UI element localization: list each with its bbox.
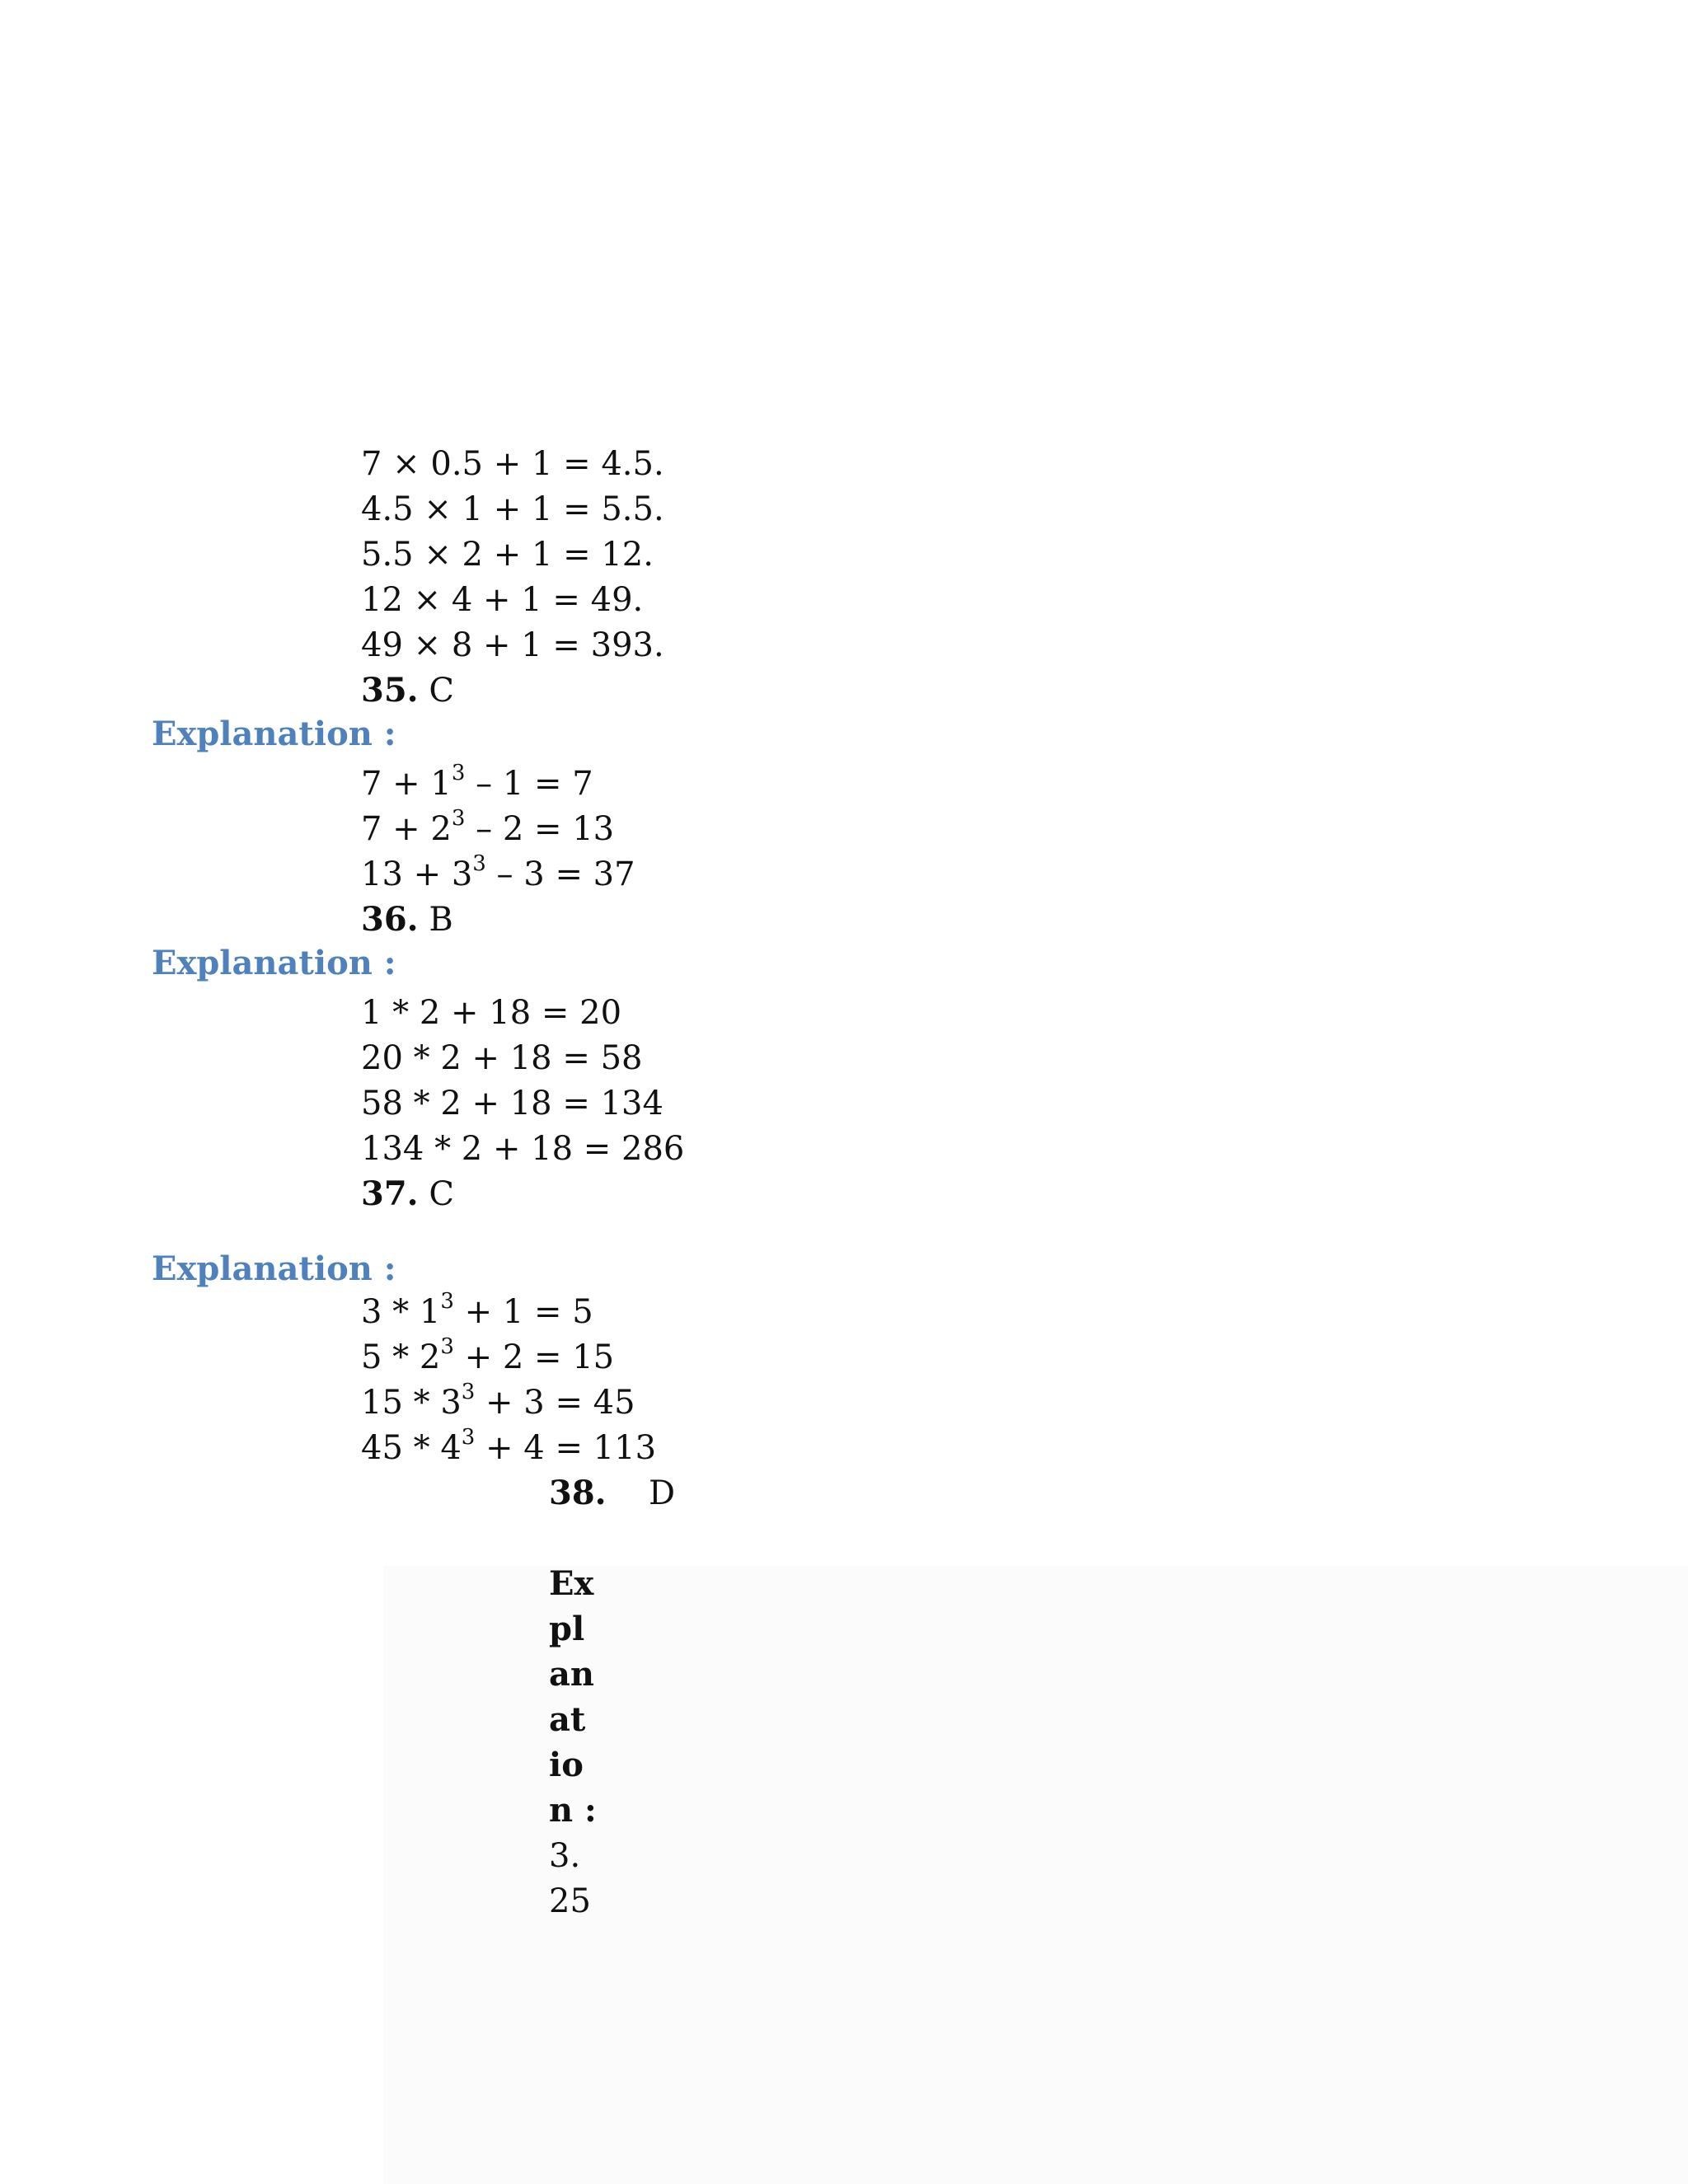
calc-line: $7 + 2^3 - 2 = 13$ bbox=[361, 805, 615, 848]
calc-line: $3 * 1^3 + 1 = 5$ bbox=[361, 1288, 593, 1331]
value-fragment: 3. bbox=[549, 1837, 581, 1875]
calc-line: $15 * 3^3 + 3 = 45$ bbox=[361, 1379, 635, 1422]
question-number: 36. bbox=[361, 900, 419, 939]
calc-line: 58 * 2 + 18 = 134 bbox=[361, 1085, 663, 1122]
calc-line: 49 × 8 + 1 = 393. bbox=[361, 626, 664, 664]
explanation-fragment: n : bbox=[549, 1791, 597, 1830]
calc-line: 1 * 2 + 18 = 20 bbox=[361, 994, 622, 1032]
explanation-fragment: pl bbox=[549, 1610, 585, 1648]
explanation-fragment: at bbox=[549, 1700, 586, 1739]
question-number: 38. bbox=[549, 1474, 607, 1512]
explanation-label: Explanation : bbox=[152, 715, 396, 753]
calc-line: 12 × 4 + 1 = 49. bbox=[361, 581, 644, 619]
value-fragment: 25 bbox=[549, 1882, 591, 1920]
calc-line: 134 * 2 + 18 = 286 bbox=[361, 1130, 685, 1168]
question-answer: C bbox=[429, 672, 454, 710]
question-answer: D bbox=[649, 1474, 676, 1512]
question-37-header bbox=[361, 1173, 454, 1216]
calc-line: 5.5 × 2 + 1 = 12. bbox=[361, 536, 654, 574]
calc-line: $45 * 4^3 + 4 = 113$ bbox=[361, 1424, 657, 1467]
question-answer: C bbox=[429, 1175, 454, 1213]
calc-line: $13 + 3^3 - 3 = 37$ bbox=[361, 851, 635, 893]
question-35-header bbox=[361, 669, 454, 712]
calc-line: 7 × 0.5 + 1 = 4.5. bbox=[361, 445, 664, 483]
explanation-label: Explanation : bbox=[152, 1249, 396, 1288]
question-number: 37. bbox=[361, 1174, 419, 1213]
explanation-fragment: Ex bbox=[549, 1564, 594, 1603]
calc-line: 20 * 2 + 18 = 58 bbox=[361, 1039, 643, 1077]
calc-line: $5 * 2^3 + 2 = 15$ bbox=[361, 1333, 615, 1376]
question-number: 35. bbox=[361, 671, 419, 710]
explanation-label: Explanation : bbox=[152, 944, 396, 982]
calc-line: 4.5 × 1 + 1 = 5.5. bbox=[361, 490, 664, 528]
explanation-fragment: io bbox=[549, 1746, 584, 1784]
explanation-fragment: an bbox=[549, 1655, 594, 1694]
question-answer: B bbox=[429, 901, 453, 939]
calc-line: $7 + 1^3 - 1 = 7$ bbox=[361, 760, 593, 803]
question-36-header bbox=[361, 898, 453, 941]
